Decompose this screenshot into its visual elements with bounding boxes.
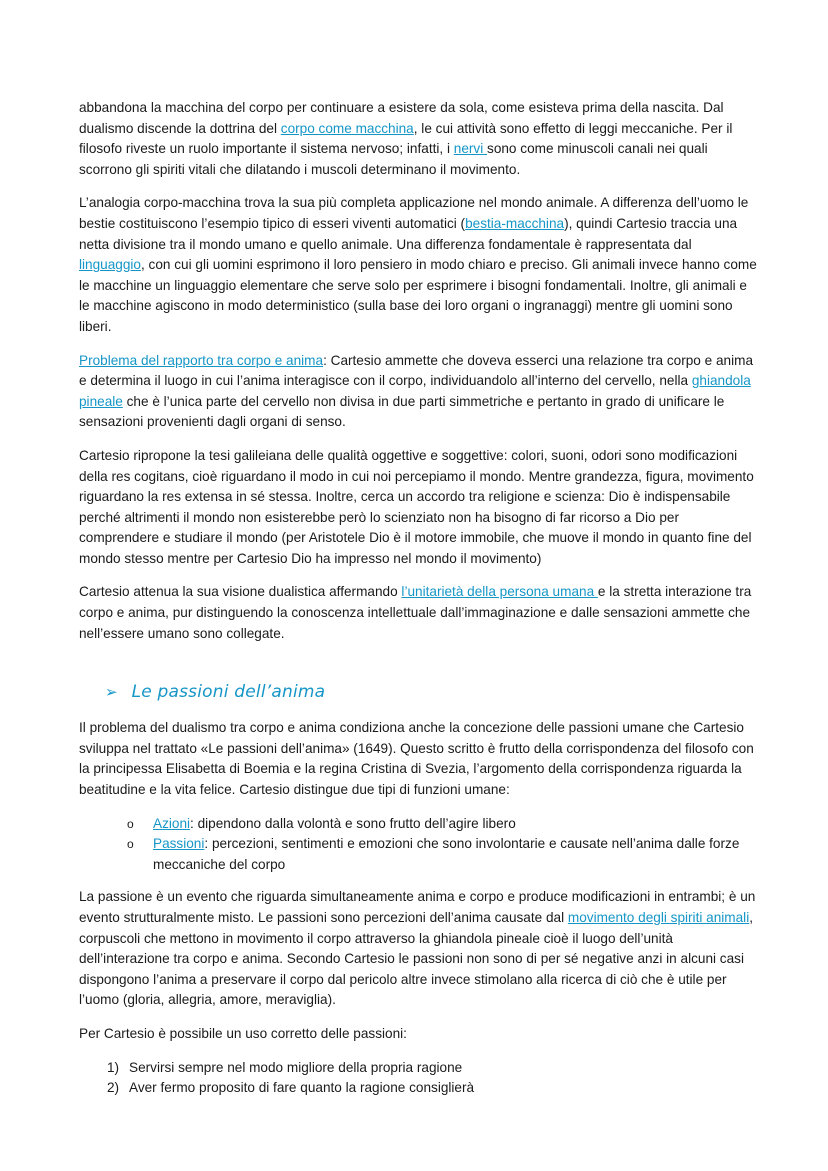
rules-list — [79, 1058, 758, 1099]
link-movimento-spiriti-animali[interactable]: movimento degli spiriti animali — [567, 910, 750, 925]
list-item: 2) Aver fermo proposito di fare quanto la ragione consiglierà — [107, 1080, 475, 1096]
link-corpo-come-macchina[interactable]: corpo come macchina — [280, 120, 414, 136]
link-linguaggio[interactable]: linguaggio — [79, 257, 141, 273]
link-azioni[interactable]: Azioni — [153, 815, 191, 831]
link-bestia-macchina[interactable]: bestia-macchina — [465, 215, 565, 231]
paragraph-passion-definition: La passione è un evento che riguarda simultaneamente anima e corpo e produce modificazioni in entrambi; è un evento strutturalmente misto. Le passioni sono percezioni dell’anima causate dal movimento degli spiriti animali, corpuscoli che mettono in movimento il corpo attraverso la ghiandola pineale cioè il luogo dell’unità dell’interazione tra corpo e anima. Secondo Cartesio le passioni non sono di per sé negative anzi in alcuni casi dispongono l’anima a preservare il corpo dal pericolo altre invece stimolano alla ricerca di ciò che è utile per l’uomo (gloria, allegria, amore, meraviglia). — [79, 889, 756, 1008]
link-nervi[interactable]: nervi — [453, 141, 488, 157]
paragraph-body-soul-problem: Problema del rapporto tra corpo e anima: Cartesio ammette che doveva esserci una relazione tra corpo e anima e determina il luogo in cui l’anima interagisce con il corpo, individuandolo all’interno del cervello, nella ghiandola pineale che è l’unica parte del cervello non divisa in due parti simmetriche e pertanto in grado di unificare le sensazioni provenienti dagli organi di senso. — [79, 352, 754, 430]
functions-list — [79, 814, 758, 876]
circle-bullet-icon: o — [127, 816, 134, 831]
link-problema-rapporto[interactable]: Problema del rapporto tra corpo e anima — [79, 352, 324, 368]
paragraph-dualism-attenuated: Cartesio attenua la sua visione dualistica affermando l’unitarietà della persona umana e la stretta interazione tra corpo e anima, pur distinguendo la conoscenza intellettuale dall’immaginazione e dalle sensazioni ammette che nell’essere umano sono collegate. — [79, 584, 752, 641]
paragraph-correct-use: Per Cartesio è possibile un uso corretto delle passioni: — [79, 1025, 407, 1041]
paragraph-body-machine: abbandona la macchina del corpo per continuare a esistere da sola, come esisteva prima della nascita. Dal dualismo discende la dottrina del corpo come macchina, le cui attività sono effetto di leggi meccaniche. Per il filosofo riveste un ruolo importante il sistema nervoso; infatti, i nervi sono come minuscoli canali nei quali scorrono gli spiriti vitali che dilatando i muscoli determinano il movimento. — [79, 100, 733, 177]
arrow-bullet-icon: ➢ — [105, 684, 118, 702]
list-item: o Passioni: percezioni, sentimenti e emozioni che sono involontarie e causate nell’anima dalle forze meccaniche del corpo — [127, 836, 740, 872]
paragraph-qualities: Cartesio ripropone la tesi galileiana delle qualità oggettive e soggettive: colori, suoni, odori sono modificazioni della res cogitans, cioè riguardano il modo in cui noi percepiamo il mondo. Mentre grandezza, figura, movimento riguardano la res extensa in sé stessa. Inoltre, cerca un accordo tra religione e scienza: Dio è indispensabile perché altrimenti il mondo non esisterebbe però lo scienziato non ha bisogno di far ricorso a Dio per comprendere e studiare il mondo (per Aristotele Dio è il motore immobile, che muove il mondo in quanto fine del mondo stesso mentre per Cartesio Dio ha impresso nel mondo il movimento) — [79, 447, 754, 566]
paragraph-passions-intro: Il problema del dualismo tra corpo e anima condiziona anche la concezione delle passioni umane che Cartesio sviluppa nel trattato «Le passioni dell’anima» (1649). Questo scritto è frutto della corrispondenza del filosofo con la principessa Elisabetta di Boemia e la regina Cristina di Svezia, l’argomento della corrispondenza riguarda la beatitudine e la vita felice. Cartesio distingue due tipi di funzioni umane: — [79, 720, 754, 798]
link-passioni[interactable]: Passioni — [153, 836, 205, 852]
section-heading — [105, 682, 758, 702]
section-title: Le passioni dell’anima — [131, 682, 326, 703]
link-ghiandola-pineale[interactable]: ghiandola pineale — [79, 373, 751, 409]
circle-bullet-icon: o — [127, 837, 134, 852]
paragraph-animal-machine: L’analogia corpo-macchina trova la sua più completa applicazione nel mondo animale. A differenza dell’uomo le bestie costituiscono l’esempio tipico di esseri viventi automatici (bestia-macchina), quindi Cartesio traccia una netta divisione tra il mondo umano e quello animale. Una differenza fondamentale è rappresentata dal linguaggio, con cui gli uomini esprimono il loro pensiero in modo chiaro e preciso. Gli animali invece hanno come le macchine un linguaggio elementare che serve solo per esprimere i bisogni fondamentali. Inoltre, gli animali e le macchine agiscono in modo deterministico (sulla base dei loro organi o ingranaggi) mentre gli uomini sono liberi. — [79, 195, 757, 334]
list-item: o Azioni: dipendono dalla volontà e sono frutto dell’agire libero — [127, 814, 758, 835]
link-unitarieta-persona[interactable]: l’unitarietà della persona umana — [401, 584, 598, 600]
list-item: 1) Servirsi sempre nel modo migliore della propria ragione — [107, 1059, 463, 1075]
